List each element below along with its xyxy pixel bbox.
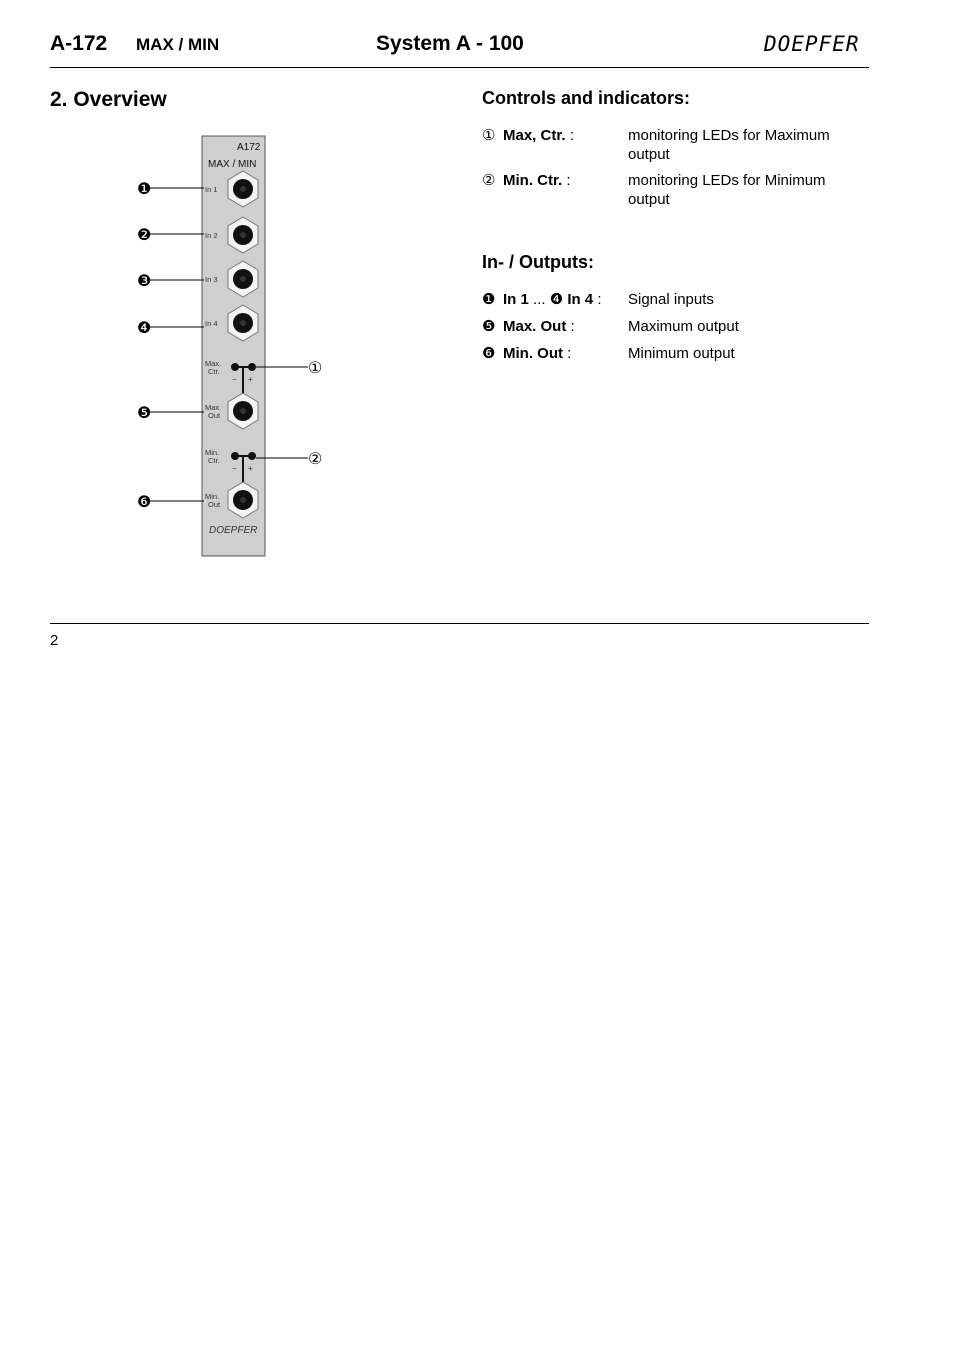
callout-jack-2: ❷ [137,227,152,244]
callout-jack-4: ❹ [137,320,152,337]
panel-label-in3: In 3 [205,275,218,284]
io-item-min-out: ❻ Min. Out : Minimum output [482,344,862,364]
io-item-term: Max. Out [503,318,567,335]
callout-jack-5: ❺ [137,405,152,422]
io-item-mark: ❶ [482,291,496,308]
panel-title: MAX / MIN [208,159,257,170]
callout-jack-1: ❶ [137,181,152,198]
panel-label-min-ctr-1: Min. [205,448,220,457]
header-module-name: MAX / MIN [136,35,220,54]
callout-jack-6: ❻ [137,494,152,511]
io-item-desc: Minimum output [628,345,735,362]
io-item-term: In 1 [503,291,529,308]
panel-label-max-ctr-1: Max. [205,359,222,368]
controls-item-mark: ② [482,172,496,189]
header-brand-logo: DOEPFER [764,32,860,56]
panel-model: A172 [237,142,261,153]
panel-label-in2: In 2 [205,231,218,240]
io-item-mark2: ❹ [549,291,564,308]
panel-label-min-out-1: Min. [205,492,220,501]
controls-item-max-ctr: ① Max, Ctr. : monitoring LEDs for Maximum output [482,126,862,166]
callout-jack-3: ❸ [137,273,152,290]
io-item-inputs: ❶ In 1 ... ❹ In 4 : Signal inputs [482,290,862,310]
panel-label-max-out-2: Out [208,411,221,420]
led-max-minus: − [232,375,237,384]
panel-label-min-ctr-2: Ctr. [208,456,220,465]
controls-item-min-ctr: ② Min. Ctr. : monitoring LEDs for Minimum output [482,171,862,211]
controls-item-desc: monitoring LEDs for Minimum output [628,172,826,208]
controls-item-mark: ① [482,127,496,144]
io-item-term2: In 4 [567,291,594,308]
io-item-mark: ❻ [482,345,496,362]
footer-rule [50,623,869,624]
led-max-plus: + [248,375,253,384]
section-title: 2. Overview [50,88,167,111]
io-item-desc: Maximum output [628,318,739,335]
controls-item-term: Min. Ctr. [503,172,563,189]
panel-brand: DOEPFER [209,525,258,536]
panel-label-min-out-2: Out [208,500,221,509]
io-item-desc: Signal inputs [628,291,714,308]
io-item-mark: ❺ [482,318,496,335]
io-title: In- / Outputs: [482,252,594,272]
controls-item-term: Max, Ctr. [503,127,566,144]
panel-label-max-out-1: Max. [205,403,222,412]
callout-led-2: ② [308,451,323,468]
callout-led-1: ① [308,360,323,377]
header-system: System A - 100 [376,32,524,55]
header-model: A-172 [50,32,108,55]
io-item-max-out: ❺ Max. Out : Maximum output [482,317,862,337]
led-min-plus: + [248,464,253,473]
panel-label-in1: In 1 [205,185,218,194]
led-min-minus: − [232,464,237,473]
panel-label-max-ctr-2: Ctr. [208,367,220,376]
controls-title: Controls and indicators: [482,88,691,108]
page-number: 2 [50,632,59,649]
io-item-term: Min. Out [503,345,563,362]
controls-item-desc: monitoring LEDs for Maximum output [628,127,830,163]
panel-label-in4: In 4 [205,319,218,328]
